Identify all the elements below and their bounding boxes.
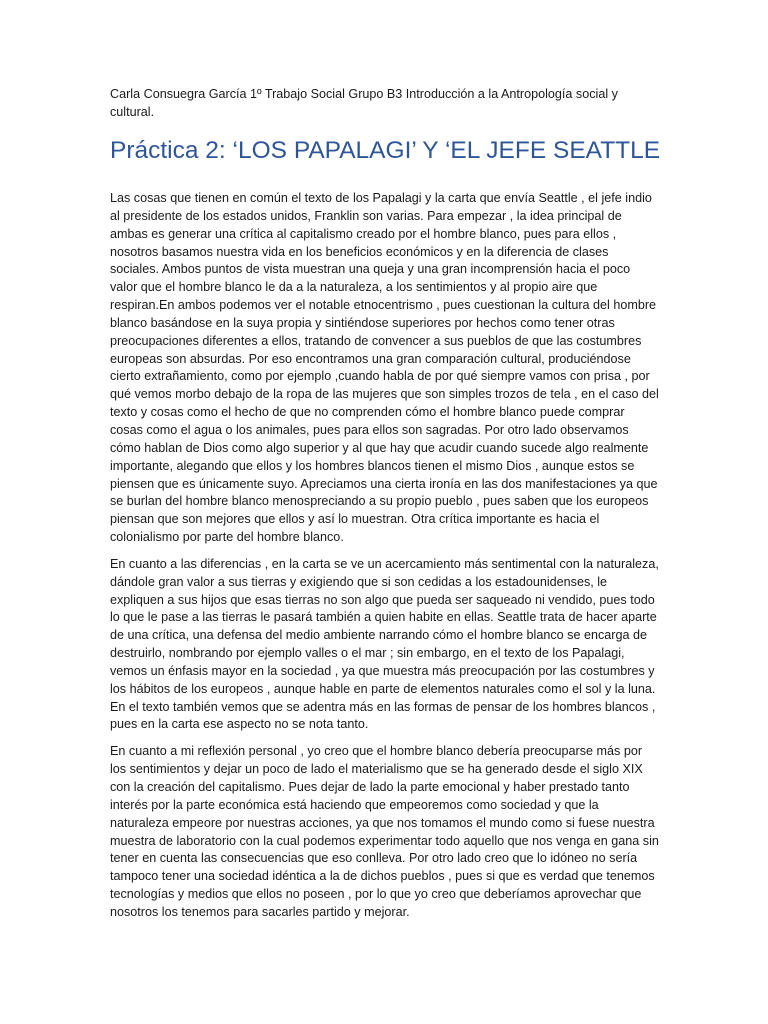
document-body: [110, 190, 660, 922]
document-title: Práctica 2: ‘LOS PAPALAGI’ Y ‘EL JEFE SEATTLE: [110, 137, 661, 164]
paragraph-similarities: Las cosas que tienen en común el texto de los Papalagi y la carta que envía Seattle , el jefe indio al presidente de los estados unidos, Franklin son varias. Para empezar , la idea principal de ambas es generar una crítica al capitalismo creado por el hombre blanco, pues para ellos , nosotros basamos nuestra vida en los beneficios económicos y en la diferencia de clases sociales. Ambos puntos de vista muestran una queja y una gran incomprensión hacia el poco valor que el hombre blanco le da a la naturaleza, a los sentimientos y al propio aire que respiran.En ambos podemos ver el notable etnocentrismo , pues cuestionan la cultura del hombre blanco basándose en la suya propia y sintiéndose superiores por hechos como tener otras preocupaciones diferentes a ellos, tratando de convencer a sus pueblos de que las costumbres europeas son absurdas. Por eso encontramos una gran comparación cultural, produciéndose cierto extrañamiento, como por ejemplo ,cuando habla de por qué siempre vamos con prisa , por qué vemos morbo debajo de la ropa de las mujeres que son simples trozos de tela , en el caso del texto y cosas como el hecho de que no comprenden cómo el hombre blanco puede comprar cosas como el agua o los animales, pues para ellos son sagradas. Por otro lado observamos cómo hablan de Dios como algo superior y al que hay que acudir cuando sucede algo realmente importante, alegando que ellos y los hombres blancos tienen el mismo Dios , aunque estos se piensen que es únicamente suyo. Apreciamos una cierta ironía en las dos manifestaciones ya que se burlan del hombre blanco menospreciando a su propio pueblo , pues saben que los europeos piensan que son mejores que ellos y así lo muestran. Otra crítica importante es hacia el colonialismo por parte del hombre blanco.: [110, 191, 659, 545]
paragraph-personal-reflection: En cuanto a mi reflexión personal , yo creo que el hombre blanco debería preocuparse más por los sentimientos y dejar un poco de lado el materialismo que se ha generado desde el siglo XIX con la creación del capitalismo. Pues dejar de lado la parte emocional y haber prestado tanto interés por la parte económica está haciendo que empeoremos como sociedad y que la naturaleza empeore por nuestras acciones, ya que nos tomamos el mundo como si fuese nuestra muestra de laboratorio con la cual podemos experimentar todo aquello que nos venga en gana sin tener en cuenta las consecuencias que eso conlleva. Por otro lado creo que lo idóneo no sería tampoco tener una sociedad idéntica a la de dichos pueblos , pues si que es verdad que tenemos tecnologías y medios que ellos no poseen , por lo que yo creo que deberíamos aprovechar que nosotros los tenemos para sacarles partido y mejorar.: [110, 744, 659, 919]
author-header: Carla Consuegra García 1º Trabajo Social Grupo B3 Introducción a la Antropología social y cultural.: [110, 87, 618, 119]
paragraph-differences: En cuanto a las diferencias , en la carta se ve un acercamiento más sentimental con la naturaleza, dándole gran valor a sus tierras y exigiendo que si son cedidas a los estadounidenses, le expliquen a sus hijos que esas tierras no son algo que pueda ser saqueado ni vendido, pues todo lo que le pase a las tierras le pasará también a quien habite en ellas. Seattle trata de hacer aparte de una crítica, una defensa del medio ambiente narrando cómo el hombre blanco se encarga de destruirlo, nombrando por ejemplo valles o el mar ; sin embargo, en el texto de los Papalagi, vemos un énfasis mayor en la sociedad , ya que muestra más preocupación por las costumbres y los hábitos de los europeos , aunque hable en parte de elementos naturales como el sol y la luna. En el texto también vemos que se adentra más en las formas de pensar de los hombres blancos , pues en la carta ese aspecto no se nota tanto.: [110, 556, 659, 732]
